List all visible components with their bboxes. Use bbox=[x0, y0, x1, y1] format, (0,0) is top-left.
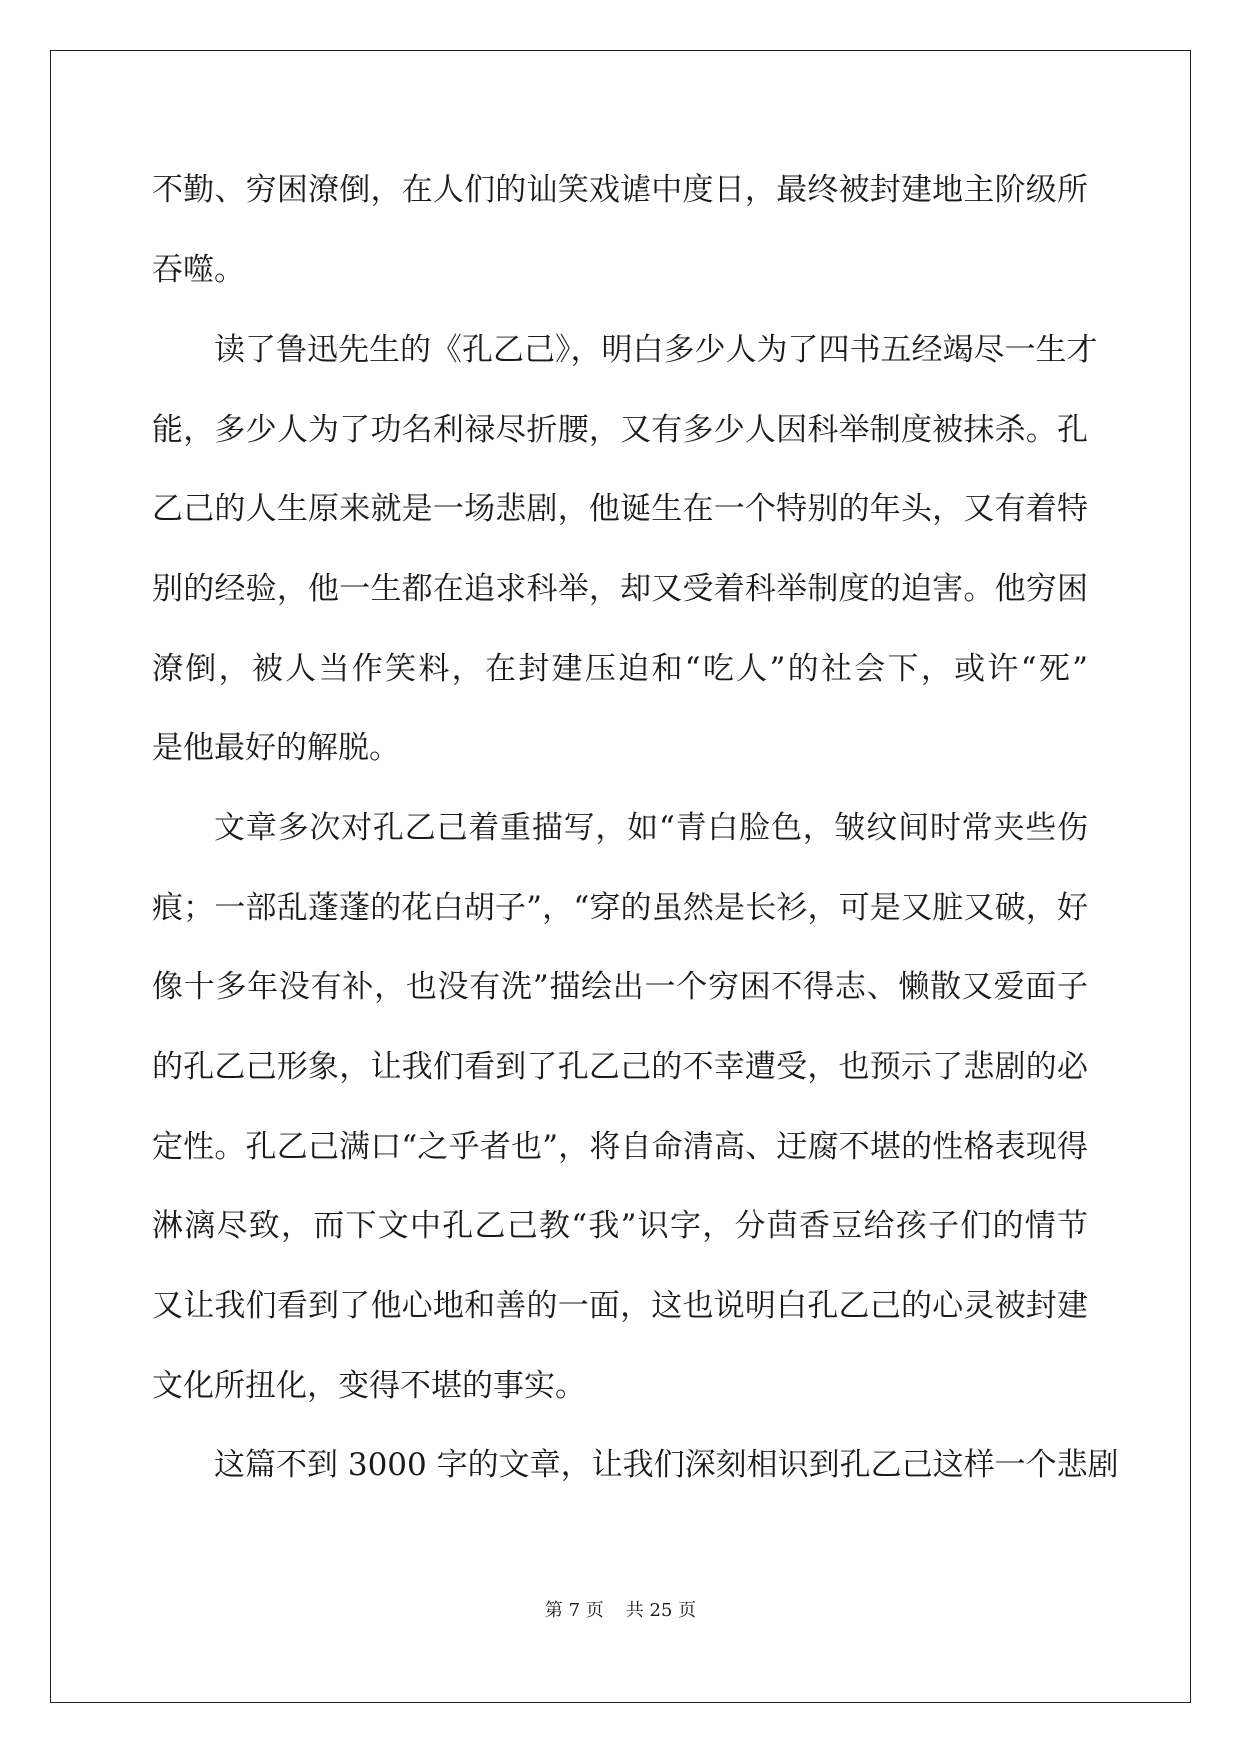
text-line: 的孔乙己形象，让我们看到了孔乙己的不幸遭受，也预示了悲剧的必 bbox=[152, 1049, 1088, 1085]
text-line: 潦倒，被人当作笑料，在封建压迫和“吃人”的社会下，或许“死” bbox=[152, 651, 1088, 687]
text-line: 不勤、穷困潦倒，在人们的讪笑戏谑中度日，最终被封建地主阶级所 bbox=[152, 172, 1088, 208]
page-number: 第 7 页 bbox=[544, 1600, 604, 1621]
paragraph-first-line: 文章多次对孔乙己着重描写，如“青白脸色，皱纹间时常夹些伤 bbox=[214, 810, 1088, 846]
paragraph-first-line: 这篇不到 3000 字的文章，让我们深刻相识到孔乙己这样一个悲剧 bbox=[214, 1447, 1119, 1483]
text-line: 淋漓尽致，而下文中孔乙己教“我”识字，分茴香豆给孩子们的情节 bbox=[152, 1208, 1088, 1244]
paragraph-first-line: 读了鲁迅先生的《孔乙己》，明白多少人为了四书五经竭尽一生才 bbox=[214, 332, 1098, 368]
text-line: 能，多少人为了功名利禄尽折腰，又有多少人因科举制度被抹杀。孔 bbox=[152, 412, 1088, 448]
text-line: 像十多年没有补，也没有洗”描绘出一个穷困不得志、懒散又爱面子 bbox=[152, 969, 1088, 1005]
text-line: 是他最好的解脱。 bbox=[152, 730, 400, 766]
text-line: 乙己的人生原来就是一场悲剧，他诞生在一个特别的年头，又有着特 bbox=[152, 491, 1088, 527]
text-line: 吞噬。 bbox=[152, 252, 245, 288]
text-line: 文化所扭化，变得不堪的事实。 bbox=[152, 1368, 586, 1404]
text-line: 别的经验，他一生都在追求科举，却又受着科举制度的迫害。他穷困 bbox=[152, 571, 1088, 607]
text-line: 痕；一部乱蓬蓬的花白胡子”，“穿的虽然是长衫，可是又脏又破，好 bbox=[152, 890, 1088, 926]
page-total: 共 25 页 bbox=[625, 1600, 697, 1621]
text-line: 定性。孔乙己满口“之乎者也”，将自命清高、迂腐不堪的性格表现得 bbox=[152, 1129, 1088, 1165]
page-footer bbox=[0, 1596, 1241, 1622]
text-line: 又让我们看到了他心地和善的一面，这也说明白孔乙己的心灵被封建 bbox=[152, 1288, 1088, 1324]
